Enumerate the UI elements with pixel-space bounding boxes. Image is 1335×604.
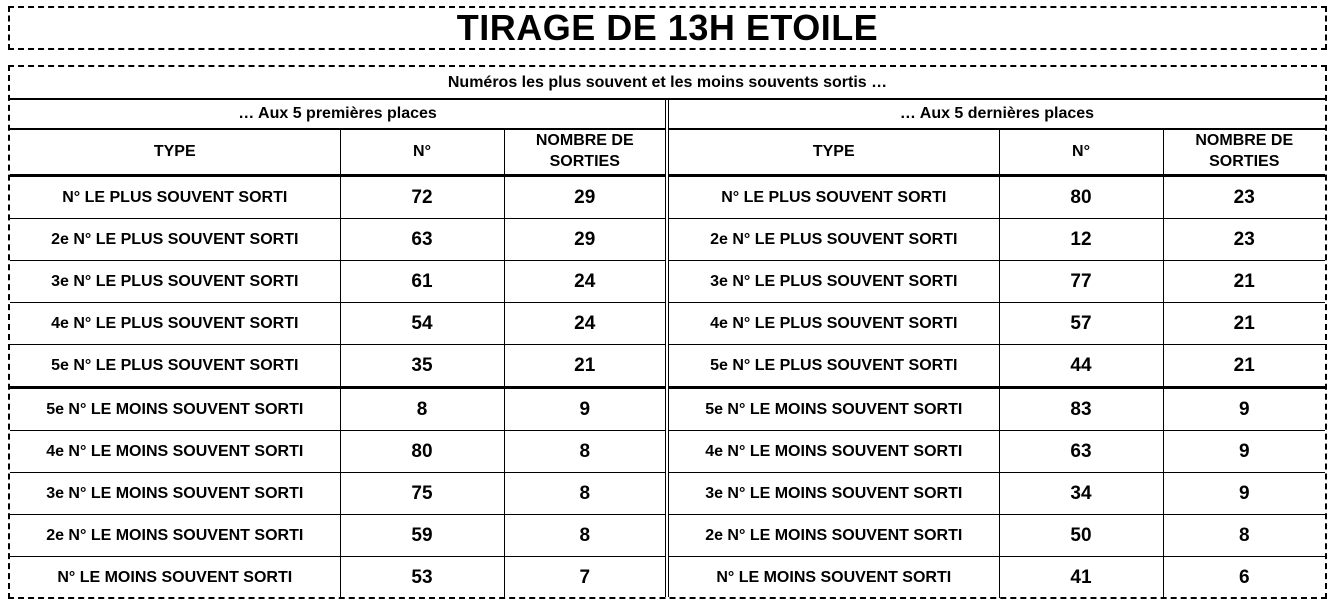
row-count-cell: 21 (1163, 303, 1325, 345)
table-row (669, 176, 1325, 219)
row-type-cell: N° LE MOINS SOUVENT SORTI (10, 557, 340, 599)
row-count-cell: 23 (1163, 176, 1325, 219)
row-count-cell: 29 (504, 176, 665, 219)
table-row (10, 557, 665, 599)
row-type-cell: N° LE MOINS SOUVENT SORTI (669, 557, 999, 599)
table-row (669, 473, 1325, 515)
left-table (10, 100, 665, 598)
table-row (10, 345, 665, 388)
row-count-cell: 23 (1163, 219, 1325, 261)
row-type-cell: 5e N° LE MOINS SOUVENT SORTI (669, 388, 999, 431)
col-header-count: NOMBRE DE SORTIES (1163, 129, 1325, 176)
row-count-cell: 8 (504, 473, 665, 515)
right-table-body (669, 176, 1325, 599)
row-number-cell: 54 (340, 303, 504, 345)
table-row (669, 345, 1325, 388)
left-half (10, 100, 669, 597)
right-half (669, 100, 1325, 597)
panel-subtitle: Numéros les plus souvent et les moins souvents sortis … (10, 67, 1325, 100)
row-count-cell: 8 (504, 431, 665, 473)
row-type-cell: 3e N° LE MOINS SOUVENT SORTI (669, 473, 999, 515)
left-section-heading: … Aux 5 premières places (10, 100, 665, 129)
row-number-cell: 63 (999, 431, 1163, 473)
row-number-cell: 53 (340, 557, 504, 599)
table-row (10, 303, 665, 345)
row-type-cell: 2e N° LE PLUS SOUVENT SORTI (10, 219, 340, 261)
row-type-cell: N° LE PLUS SOUVENT SORTI (669, 176, 999, 219)
row-number-cell: 80 (999, 176, 1163, 219)
row-number-cell: 41 (999, 557, 1163, 599)
row-count-cell: 29 (504, 219, 665, 261)
col-header-number: N° (340, 129, 504, 176)
row-type-cell: 3e N° LE MOINS SOUVENT SORTI (10, 473, 340, 515)
table-row (10, 176, 665, 219)
row-number-cell: 77 (999, 261, 1163, 303)
page-title: TIRAGE DE 13H ETOILE (456, 7, 879, 48)
row-number-cell: 8 (340, 388, 504, 431)
title-box (8, 6, 1327, 50)
table-row (669, 515, 1325, 557)
row-type-cell: 5e N° LE PLUS SOUVENT SORTI (10, 345, 340, 388)
row-count-cell: 21 (1163, 345, 1325, 388)
row-number-cell: 63 (340, 219, 504, 261)
table-row (10, 473, 665, 515)
row-count-cell: 9 (1163, 473, 1325, 515)
left-table-body (10, 176, 665, 599)
row-number-cell: 12 (999, 219, 1163, 261)
table-row (10, 261, 665, 303)
row-number-cell: 72 (340, 176, 504, 219)
row-number-cell: 35 (340, 345, 504, 388)
row-number-cell: 83 (999, 388, 1163, 431)
stats-panel (8, 65, 1327, 599)
row-count-cell: 9 (1163, 431, 1325, 473)
table-row (669, 388, 1325, 431)
table-row (10, 431, 665, 473)
row-type-cell: 2e N° LE MOINS SOUVENT SORTI (669, 515, 999, 557)
row-count-cell: 9 (1163, 388, 1325, 431)
table-row (10, 388, 665, 431)
row-count-cell: 7 (579, 566, 591, 588)
table-row (10, 515, 665, 557)
row-number-cell: 61 (340, 261, 504, 303)
row-count-cell: 9 (504, 388, 665, 431)
table-row (669, 431, 1325, 473)
col-header-count: NOMBRE DE SORTIES (504, 129, 665, 176)
row-type-cell: 2e N° LE MOINS SOUVENT SORTI (10, 515, 340, 557)
row-count-cell: 6 (1238, 566, 1250, 588)
row-count-cell: 21 (504, 345, 665, 388)
row-type-cell: 5e N° LE PLUS SOUVENT SORTI (669, 345, 999, 388)
row-count-cell: 24 (504, 261, 665, 303)
row-count-cell: 21 (1163, 261, 1325, 303)
table-row (669, 219, 1325, 261)
row-type-cell: 5e N° LE MOINS SOUVENT SORTI (10, 388, 340, 431)
row-number-cell: 50 (999, 515, 1163, 557)
col-header-type: TYPE (10, 129, 340, 176)
row-type-cell: 4e N° LE PLUS SOUVENT SORTI (10, 303, 340, 345)
table-row (669, 261, 1325, 303)
row-type-cell: 4e N° LE PLUS SOUVENT SORTI (669, 303, 999, 345)
row-number-cell: 75 (340, 473, 504, 515)
row-count-cell: 24 (504, 303, 665, 345)
row-type-cell: 3e N° LE PLUS SOUVENT SORTI (10, 261, 340, 303)
row-count-cell: 8 (504, 515, 665, 557)
row-number-cell: 59 (340, 515, 504, 557)
row-number-cell: 34 (999, 473, 1163, 515)
row-type-cell: 4e N° LE MOINS SOUVENT SORTI (10, 431, 340, 473)
row-number-cell: 44 (999, 345, 1163, 388)
row-type-cell: N° LE PLUS SOUVENT SORTI (10, 176, 340, 219)
row-number-cell: 80 (340, 431, 504, 473)
row-type-cell: 3e N° LE PLUS SOUVENT SORTI (669, 261, 999, 303)
table-row (10, 219, 665, 261)
row-type-cell: 4e N° LE MOINS SOUVENT SORTI (669, 431, 999, 473)
row-type-cell: 2e N° LE PLUS SOUVENT SORTI (669, 219, 999, 261)
table-row (669, 303, 1325, 345)
right-section-heading: … Aux 5 dernières places (669, 100, 1325, 129)
row-number-cell: 57 (999, 303, 1163, 345)
row-count-cell: 8 (1163, 515, 1325, 557)
right-table (669, 100, 1325, 598)
col-header-number: N° (999, 129, 1163, 176)
table-row (669, 557, 1325, 599)
col-header-type: TYPE (669, 129, 999, 176)
